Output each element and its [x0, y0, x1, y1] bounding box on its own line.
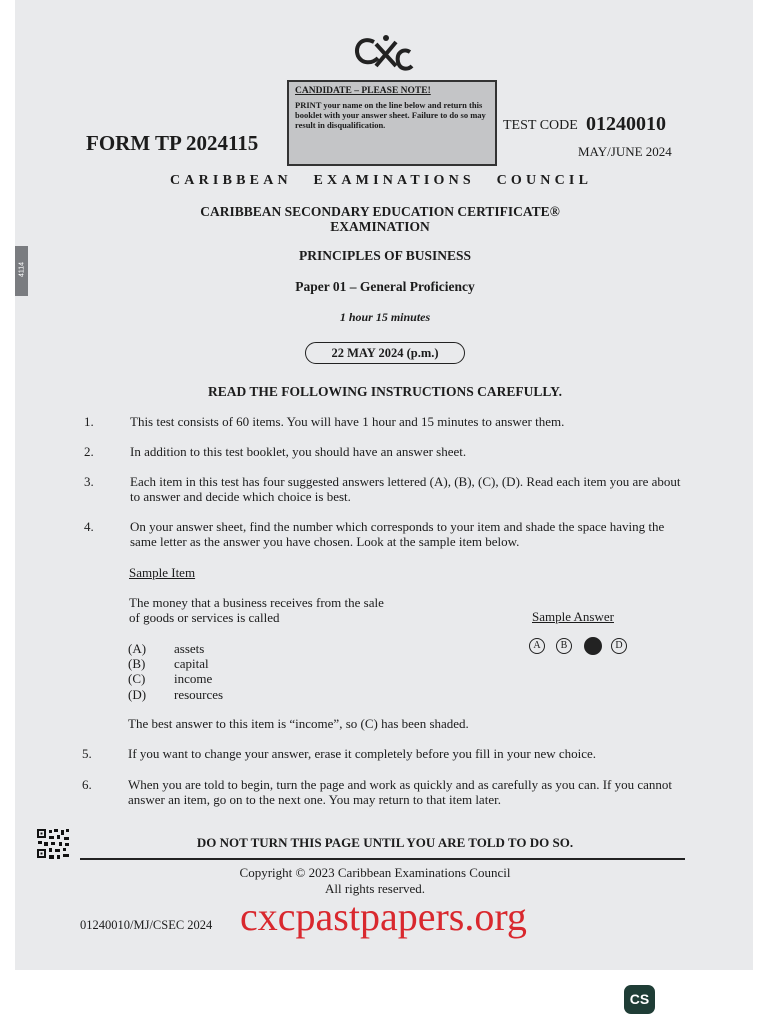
candidate-notice-box	[287, 80, 497, 166]
subject-title: PRINCIPLES OF BUSINESS	[298, 248, 472, 263]
instruction-number: 1.	[84, 414, 94, 429]
instruction-text: When you are told to begin, turn the page and work as quickly and as carefully as you can. If you cannot answer an item, go on to the next one. You may return to that item later.	[128, 777, 673, 807]
footer-divider	[80, 858, 685, 860]
sample-explanation: The best answer to this item is “income”, so (C) has been shaded.	[128, 716, 469, 731]
option-letter: (C)	[128, 671, 146, 686]
paper-title: Paper 01 – General Proficiency	[295, 279, 475, 294]
rights-text: All rights reserved.	[324, 881, 425, 896]
paper-code: 01240010/MJ/CSEC 2024	[80, 918, 213, 932]
option-text: capital	[174, 656, 209, 671]
instruction-number: 3.	[84, 474, 94, 489]
watermark-text: cxcpastpapers.org	[240, 894, 527, 939]
exam-session: MAY/JUNE 2024	[578, 144, 672, 159]
option-text: resources	[174, 687, 224, 702]
certificate-title	[70, 204, 690, 234]
instruction-text: This test consists of 60 items. You will have 1 hour and 15 minutes to answer them.	[130, 414, 565, 429]
option-letter: (B)	[128, 656, 146, 671]
instructions-heading: READ THE FOLLOWING INSTRUCTIONS CAREFULLY.	[208, 384, 562, 399]
do-not-turn-warning: DO NOT TURN THIS PAGE UNTIL YOU ARE TOLD TO DO SO.	[196, 835, 574, 850]
certificate-line-1: CARIBBEAN SECONDARY EDUCATION CERTIFICATE®	[200, 204, 560, 219]
instruction-text: Each item in this test has four suggested answers lettered (A), (B), (C), (D). Read each item you are about to answer and decide which choice is best.	[130, 474, 681, 504]
option-text: income	[174, 671, 213, 686]
sample-stem-line: The money that a business receives from the sale	[129, 595, 384, 610]
notice-body: PRINT your name on the line below and return this booklet with your answer sheet. Failure to do so may result in disqualification.	[295, 100, 486, 130]
instruction-number: 5.	[82, 746, 92, 761]
test-code-label: TEST CODE	[503, 118, 578, 133]
instruction-number: 6.	[82, 777, 92, 792]
cxc-logo-icon	[352, 32, 416, 76]
instruction-text: If you want to change your answer, erase it completely before you fill in your new choice.	[128, 746, 597, 761]
exam-date: 22 MAY 2024 (p.m.)	[305, 342, 465, 364]
form-number: FORM TP 2024115	[86, 131, 259, 155]
option-letter: (D)	[128, 687, 147, 702]
side-tab-label: 4114	[18, 261, 26, 278]
answer-bubble-d: D	[611, 638, 627, 654]
certificate-line-2: EXAMINATION	[330, 219, 430, 234]
sample-item-stem	[129, 595, 429, 625]
instruction-text: On your answer sheet, find the number which corresponds to your item and shade the space having the same letter as the answer you have chosen. Look at the sample item below.	[130, 519, 665, 549]
camscanner-badge-icon[interactable]: CS	[624, 985, 655, 1014]
answer-bubble-c-shaded	[584, 637, 602, 655]
exam-duration: 1 hour 15 minutes	[339, 310, 431, 324]
sample-item-heading: Sample Item	[129, 565, 196, 580]
notice-title: CANDIDATE – PLEASE NOTE!	[295, 86, 431, 96]
test-code: 01240010	[586, 113, 666, 135]
sample-stem-line: of goods or services is called	[129, 610, 280, 625]
side-tab	[15, 246, 28, 296]
copyright-text: Copyright © 2023 Caribbean Examinations Council	[239, 865, 511, 880]
answer-bubble-b: B	[556, 638, 572, 654]
sample-answer-label: Sample Answer	[532, 609, 614, 624]
option-text: assets	[174, 641, 205, 656]
instruction-number: 2.	[84, 444, 94, 459]
answer-bubble-a: A	[529, 638, 545, 654]
option-letter: (A)	[128, 641, 147, 656]
instruction-number: 4.	[84, 519, 94, 534]
council-name: CARIBBEAN EXAMINATIONS COUNCIL	[170, 173, 593, 188]
cxc-logo	[352, 32, 416, 76]
instruction-text: In addition to this test booklet, you should have an answer sheet.	[130, 444, 467, 459]
